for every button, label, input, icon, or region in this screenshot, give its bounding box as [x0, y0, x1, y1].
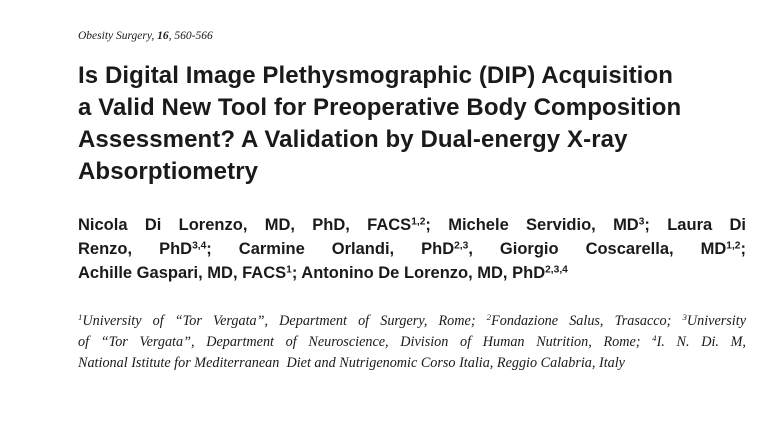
author-text: ; Antonino De Lorenzo, MD, PhD — [291, 264, 546, 282]
author-text: ; Michele Servidio, MD — [425, 216, 639, 234]
affiliation-text: Fondazione Salus, Trasacco; — [491, 313, 683, 329]
affiliation-marker: 3 — [682, 312, 687, 323]
journal-name: Obesity Surgery, — [78, 30, 155, 42]
affiliation-marker: 3 — [638, 216, 645, 228]
title-line: Is Digital Image Plethysmographic (DIP) Acquisition — [78, 62, 673, 89]
affiliation-marker: 1 — [286, 264, 292, 276]
journal-volume: 16 — [157, 30, 169, 42]
author-text: Renzo, PhD — [78, 240, 193, 258]
author-text: ; Laura Di — [644, 216, 746, 234]
affiliation-marker: 2 — [486, 312, 492, 323]
affiliation-marker: 4 — [652, 333, 657, 344]
article-title — [78, 60, 746, 188]
author-text: Nicola Di Lorenzo, MD, PhD, FACS — [78, 216, 412, 234]
affiliation-text: University of “Tor Vergata”, Department of Surgery, Rome; — [82, 313, 487, 329]
author-text: ; — [740, 240, 746, 258]
author-text: ; Carmine Orlandi, PhD — [206, 240, 455, 258]
affiliation-line — [78, 311, 746, 332]
affiliation-marker: 2,3 — [454, 240, 469, 252]
author-text: , Giorgio Coscarella, MD — [468, 240, 727, 258]
affiliation-line — [78, 332, 746, 353]
affiliation-marker: 1,2 — [726, 240, 741, 252]
title-line: Absorptiometry — [78, 158, 259, 185]
article-header — [78, 28, 746, 374]
affiliation-list — [78, 311, 746, 374]
affiliation-marker: 1,2 — [411, 216, 426, 228]
author-list — [78, 213, 746, 285]
affiliation-text: National Istitute for Mediterranean Diet and Nutrigenomic Corso Italia, Reggio Calabria, Italy — [78, 355, 625, 371]
affiliation-line — [78, 353, 746, 374]
affiliation-marker: 1 — [78, 312, 83, 323]
author-line — [78, 237, 746, 261]
affiliation-marker: 2,3,4 — [545, 264, 568, 276]
title-line: Assessment? A Validation by Dual-energy X-ray — [78, 126, 628, 153]
affiliation-text: University — [686, 313, 746, 329]
journal-pages: , 560-566 — [168, 30, 213, 42]
journal-citation — [78, 28, 746, 44]
author-text: Achille Gaspari, MD, FACS — [78, 264, 287, 282]
author-line — [78, 261, 746, 285]
title-line: a Valid New Tool for Preoperative Body Composition — [78, 94, 682, 121]
affiliation-marker: 3,4 — [192, 240, 207, 252]
affiliation-text: of “Tor Vergata”, Department of Neuroscience, Division of Human Nutrition, Rome; — [78, 334, 653, 350]
author-line — [78, 213, 746, 237]
affiliation-text: I. N. Di. M, — [656, 334, 746, 350]
